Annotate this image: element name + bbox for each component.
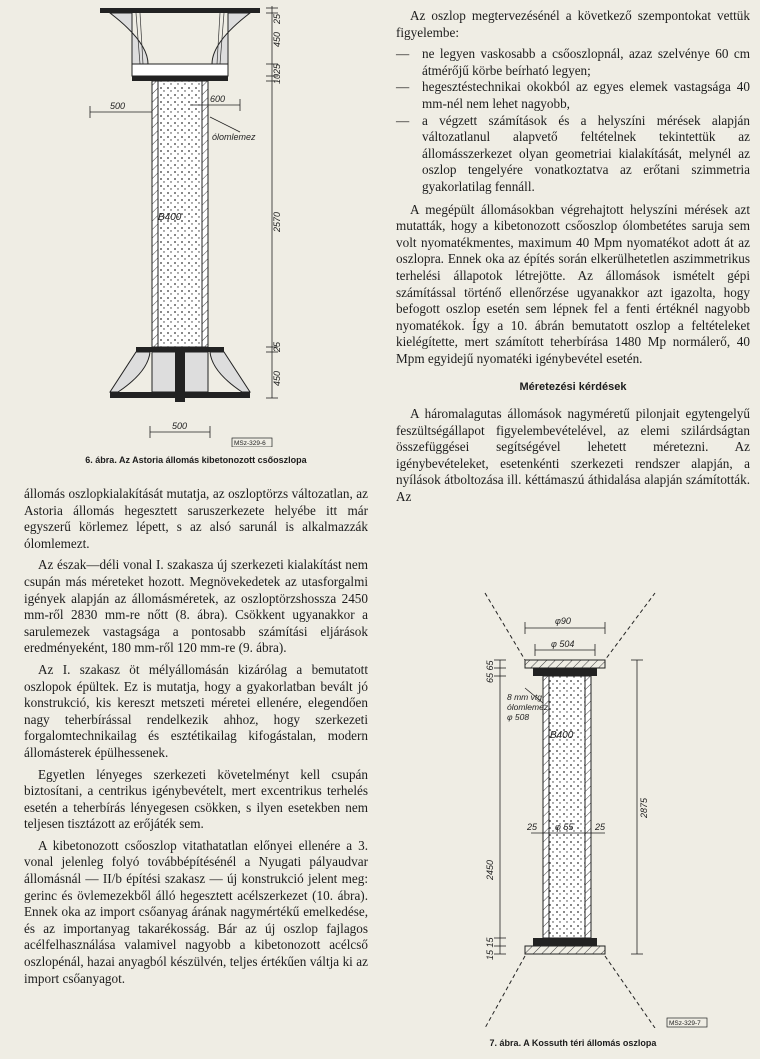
fig6-dim-450-top: 450 [272,31,282,47]
paragraph: Az I. szakasz öt mélyállomásán kizárólag a bemutatott oszlopok épültek. Ez is mutatja, hogy a gyakorlatban bevált jó konstrukció, kis kereszt metszeti méretei ellenére, elegendően nagy teherbírással rendelkezik ahhoz, hogy szerkezeti forgalomtechnikailag és esztétikailag kifogástalan, modern állomásterek épülhessenek. [24,661,368,760]
fig6-dim-600: 600 [210,94,226,104]
fig6-dim-25: 25 [272,63,282,74]
fig7-dim-25-left: 25 [527,822,538,832]
paragraph: Az oszlop megtervezésénél a következő szempontokat vettük figyelembe: [396,8,750,40]
fig6-dim-500-top: 500 [110,101,126,111]
fig7-dim-phi55: φ 55 [555,822,574,832]
fig7-lemez-line1: 8 mm vtg. [507,692,545,702]
fig7-b400-label: B400 [550,730,574,741]
fig7-dim-phi504: φ 504 [551,639,575,649]
list-item: — ne legyen vaskosabb a csőoszlopnál, azaz szelvénye 60 cm átmérőjű körbe beírható legyen; [396,46,750,79]
fig6-dim-500-bottom: 500 [172,421,188,431]
figure-7-caption: 7. ábra. A Kossuth téri állomás oszlopa [489,1038,657,1048]
paragraph: A háromalagutas állomások nagyméretű pilonjait egytengelyű feszültségállapot figyelembevételével, az elemi szilárdságtan összefüggései segítségével lehetett méretezni. Az igénybevételeket, esetenkénti szerkezeti rendszer alapján, a nyílások átboltozása ill. kéttámaszú áthidalása alapján számították. Az [396,406,750,505]
fig6-olomlemez-label: ólomlemez [212,132,256,142]
right-text-column [396,8,750,511]
fig7-dim-1515: 15 15 [485,937,495,960]
fig6-dim-25-low: 25 [272,341,282,352]
list-item: — a végzett számítások és a helyszíni mérések alapján változatlanul alapvető feltételnek tekintettük az állomásszerkezet olyan geometriai kialakítását, melynél az oszlop tengelyére vonatkoztatva az erőtani szimmetria gyakorlatilag fennáll. [396,113,750,196]
section-heading: Méretezési kérdések [519,381,627,394]
fig6-ref: MSz-329-6 [234,440,266,447]
fig6-dim-10: 10 [272,73,282,84]
paragraph: Az észak—déli vonal I. szakasza új szerkezeti kialakítást nem csupán más méreteket hozott. Megnövekedetek az utasforgalmi igények alapján az állomásméretek, az oszloptörzshossza 2450 mm-ről 2830 mm-re nőtt (8. ábra). Csökkent ugyanakkor a sarulemezek vastagsága a pontosabb számítási eljárások eredményeként, 180 mm-ről 120 mm-re (9. ábra). [24,557,368,656]
list-item: — hegesztéstechnikai okokból az egyes elemek vastagsága 40 mm-nél nem lehet nagyobb, [396,79,750,112]
paragraph: A megépült állomásokban végrehajtott helyszíni mérések azt mutatták, hogy a kibetonozott csőoszlop ólombetétes saruja sem volt nyomatékmentes, maximum 40 Mpm nyomatékot adott át az oszlopra. Ennek oka az építés során elkerülhetetlen aszimmetrikus terhelési állapotok létrejötte. Az állomások ismételt gépi számítással történő ellenőrzése ugyanakkor azt igazolta, hogy befogott oszlop esetén sem lépnek fel a fenti értéknél nagyobb nyomatékok. Így a 10. ábrán bemutatott oszlop a feltételeket kielégítette, mert számított teherbírása 1480 Mp normálerő, 40 Mpm egyidejű nyomatéki igénybevétel esetén. [396,201,750,366]
fig7-ref: MSz-329-7 [669,1020,701,1027]
paragraph: A kibetonozott csőoszlop vitathatatlan előnyei ellenére a 3. vonal jelenleg folyó továbbépítésénél a Nyugati pályaudvar állomásnál — II/b építési szakasz — új konstrukció jelent meg: gerinc és övlemezekből álló hegesztett acélszerkezet (10. ábra). Ennek oka az import csőanyag árának nagymértékű emelkedése, és az importanyag takarékosság. Bár az új oszlop fajlagos acélfelhasználása valamivel nagyobb a kibetonozott acélcső oszlopénál, hazai anyagból készülvén, teljes értékűen váltja ki az import csőanyagot. [24,837,368,986]
fig6-dim-450-low: 450 [272,370,282,386]
fig6-dim-2570: 2570 [272,211,282,232]
fig7-lemez-line3: φ 508 [507,712,530,722]
left-text-column [24,486,368,992]
paragraph: Egyetlen lényeges szerkezeti követelményt kell csupán biztosítani, a centrikus igénybevételt, mert excentrikus terhelés esetén a teherbírás lényegesen csökken, s ilyen esetekben nem teljesen tisztázott az erőjáték sem. [24,766,368,832]
fig7-dim-phi90: φ90 [555,616,571,626]
fig6-b400-label: B400 [158,212,182,223]
fig6-dim-25-top: 25 [272,14,282,25]
top-plate [100,8,260,13]
fig7-dim-2450: 2450 [485,859,495,880]
figure-6-drawing [40,2,340,447]
fig7-lemez-line2: ólomlemez [507,702,549,712]
fig7-dim-25-right: 25 [595,822,606,832]
fig7-dim-2875: 2875 [639,797,649,818]
criteria-list [396,46,750,195]
fig7-dim-6565: 65 65 [485,660,495,683]
paragraph: állomás oszlopkialakítását mutatja, az oszloptörzs változatlan, az Astoria állomás hegesztett saruszerkezete helyébe itt már egyszerű körlemez lépett, s az alsó sarunál is alkalmazzák ólomlemezt. [24,486,368,551]
figure-7-drawing [415,588,715,1028]
figure-6-caption: 6. ábra. Az Astoria állomás kibetonozott csőoszlopa [85,455,307,465]
